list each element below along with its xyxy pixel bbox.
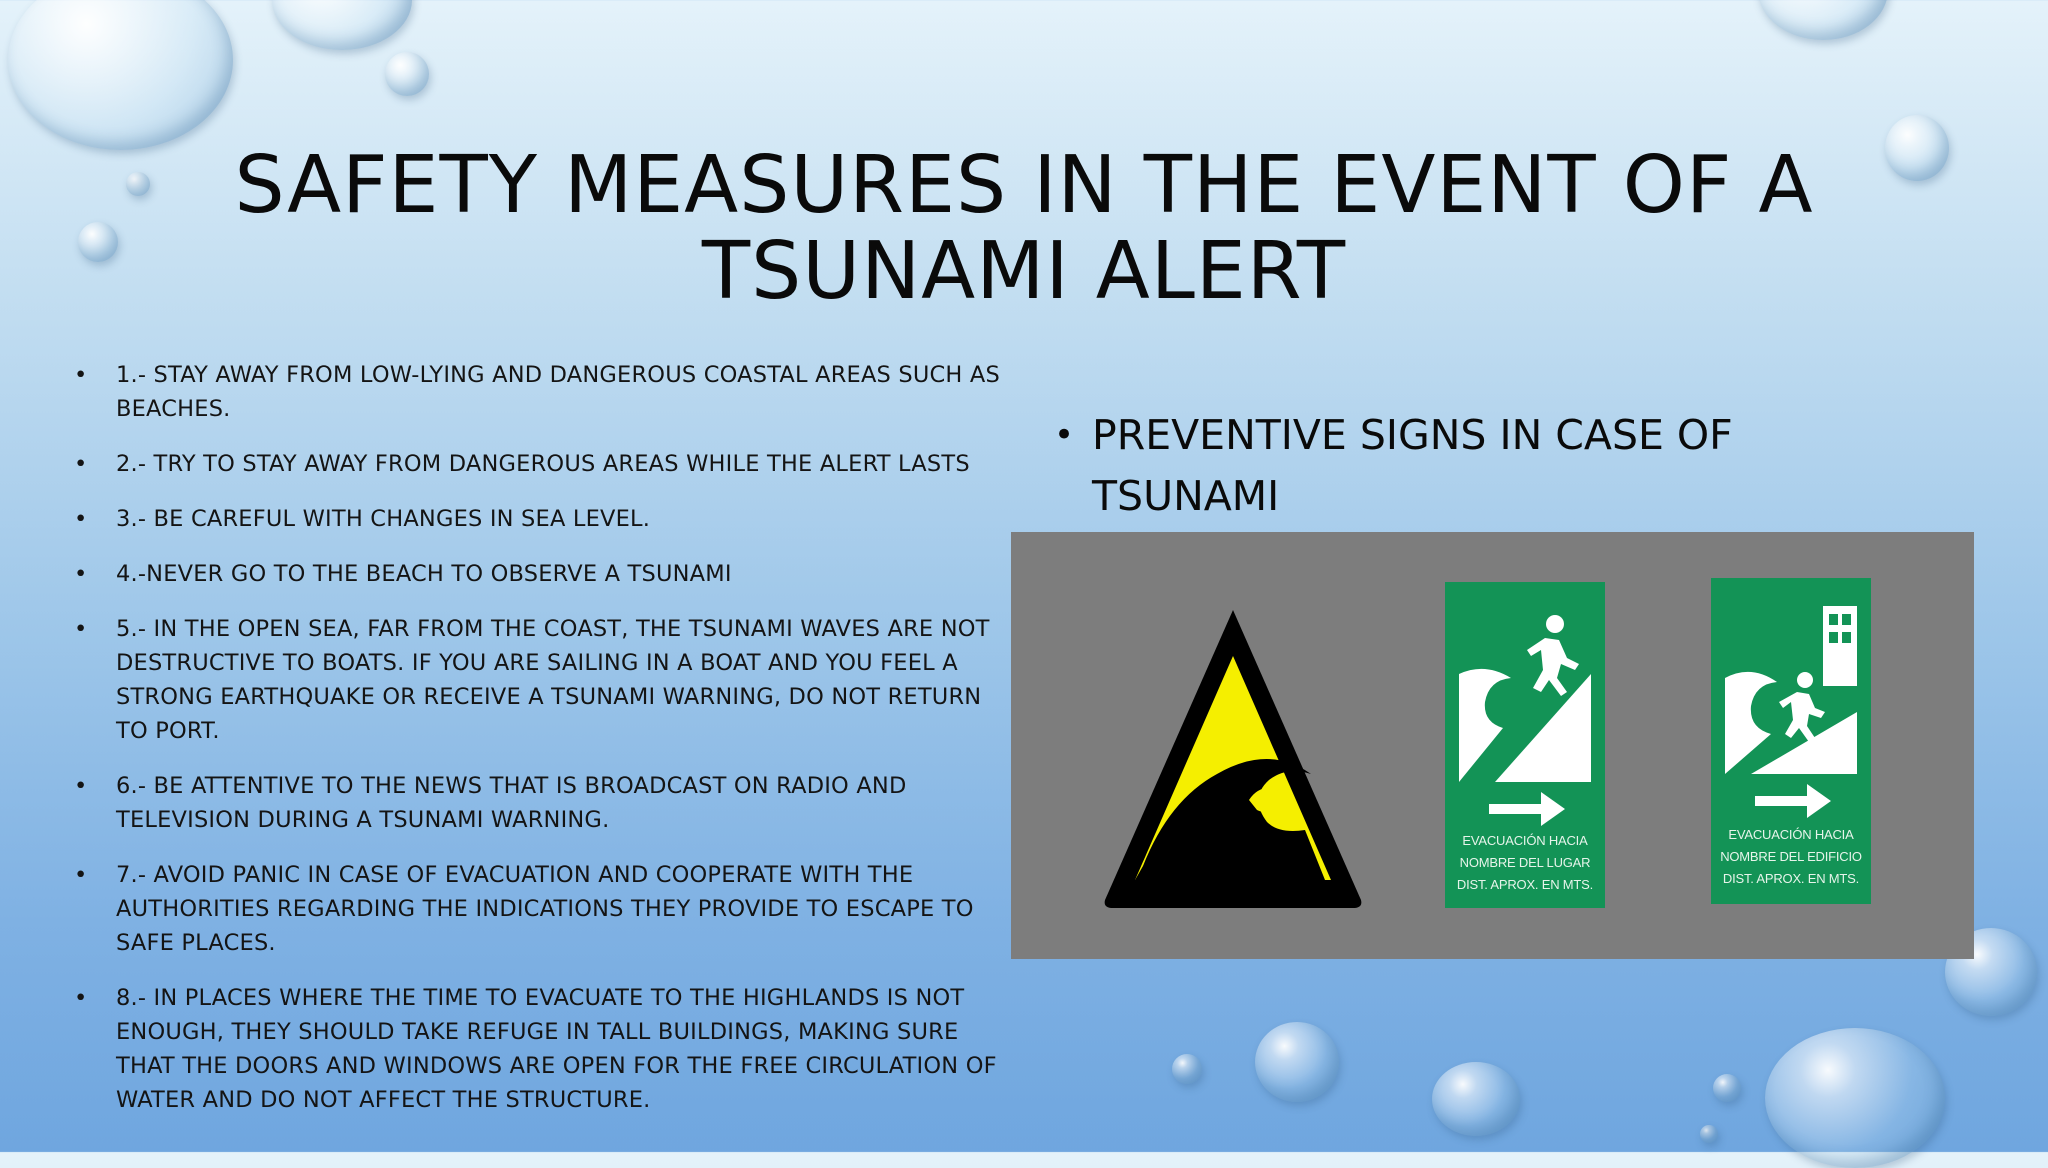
measure-text: 2.- TRY TO STAY AWAY FROM DANGEROUS AREAS WHILE THE ALERT LASTS	[116, 451, 970, 477]
measure-text: 6.- BE ATTENTIVE TO THE NEWS THAT IS BROADCAST ON RADIO AND TELEVISION DURING A TSUNAMI WARNING.	[116, 773, 907, 833]
sign-caption-line: NOMBRE DEL EDIFICIO	[1720, 849, 1862, 864]
bullet-icon: •	[74, 773, 88, 799]
evacuation-building-icon	[1711, 578, 1871, 788]
arrow-right-icon	[1445, 784, 1605, 834]
list-item	[70, 858, 1000, 960]
evacuation-high-ground-sign	[1445, 582, 1605, 908]
water-drop-decoration	[1765, 1028, 1945, 1168]
measure-text: 4.-NEVER GO TO THE BEACH TO OBSERVE A TSUNAMI	[116, 561, 732, 587]
water-drop-decoration	[272, 0, 412, 50]
water-drop-decoration	[1700, 1125, 1718, 1143]
water-drop-decoration	[8, 0, 233, 150]
sign-caption	[1711, 824, 1871, 890]
slide-title: SAFETY MEASURES IN THE EVENT OF A TSUNAMI ALERT	[234, 139, 1814, 317]
water-drop-decoration	[1172, 1054, 1202, 1084]
sign-caption	[1445, 830, 1605, 896]
bullet-icon: •	[74, 451, 88, 477]
bullet-icon: •	[74, 985, 88, 1011]
measure-text: 1.- STAY AWAY FROM LOW-LYING AND DANGEROUS COASTAL AREAS SUCH AS BEACHES.	[116, 362, 1000, 422]
list-item	[70, 981, 1000, 1117]
list-item	[70, 358, 1000, 426]
water-drop-decoration	[385, 52, 429, 96]
bullet-icon: •	[74, 862, 88, 888]
bullet-icon: •	[74, 506, 88, 532]
arrow-right-icon	[1711, 776, 1871, 826]
measure-text: 5.- IN THE OPEN SEA, FAR FROM THE COAST, THE TSUNAMI WAVES ARE NOT DESTRUCTIVE TO BOATS. IF YOU ARE SAILING IN A BOAT AND YOU FEEL A STRONG EARTHQUAKE OR RECEIVE A TSUNAMI WARNING, DO NOT RETURN TO PORT.	[116, 616, 990, 744]
water-drop-decoration	[1885, 115, 1949, 181]
measure-text: 7.- AVOID PANIC IN CASE OF EVACUATION AND COOPERATE WITH THE AUTHORITIES REGARDING THE INDICATIONS THEY PROVIDE TO ESCAPE TO SAFE PLACES.	[116, 862, 974, 956]
list-item	[70, 502, 1000, 536]
preventive-signs-image	[1011, 532, 1974, 959]
list-item	[70, 447, 1000, 481]
evacuation-building-sign	[1711, 578, 1871, 904]
bullet-icon: •	[1054, 415, 1075, 455]
water-drop-decoration	[1758, 0, 1888, 40]
list-item	[70, 557, 1000, 591]
sign-caption-line: DIST. APROX. EN MTS.	[1456, 877, 1594, 892]
bullet-icon: •	[74, 362, 88, 388]
list-item	[70, 612, 1000, 748]
sign-caption-line: NOMBRE DEL LUGAR	[1459, 855, 1591, 870]
signs-heading-text: PREVENTIVE SIGNS IN CASE OF TSUNAMI	[1092, 411, 1733, 520]
tsunami-hazard-triangle-icon	[1099, 604, 1367, 914]
safety-measures-list	[70, 358, 1000, 1138]
evacuation-high-ground-icon	[1445, 582, 1605, 792]
sign-caption-line: EVACUACIÓN HACIA	[1728, 827, 1854, 842]
water-drop-decoration	[1255, 1022, 1339, 1102]
water-drop-decoration	[1713, 1074, 1741, 1102]
water-drop-decoration	[1432, 1062, 1520, 1136]
bullet-icon: •	[74, 616, 88, 642]
sign-caption-line: DIST. APROX. EN MTS.	[1722, 871, 1860, 886]
water-drop-decoration	[126, 172, 150, 196]
list-item	[70, 769, 1000, 837]
signs-heading	[1050, 405, 1822, 527]
water-drop-decoration	[78, 222, 118, 262]
measure-text: 8.- IN PLACES WHERE THE TIME TO EVACUATE TO THE HIGHLANDS IS NOT ENOUGH, THEY SHOULD TAKE REFUGE IN TALL BUILDINGS, MAKING SURE THAT THE DOORS AND WINDOWS ARE OPEN FOR THE FREE CIRCULATION OF WATER AND DO NOT AFFECT THE STRUCTURE.	[116, 985, 997, 1113]
sign-caption-line: EVACUACIÓN HACIA	[1462, 833, 1588, 848]
measure-text: 3.- BE CAREFUL WITH CHANGES IN SEA LEVEL.	[116, 506, 651, 532]
bullet-icon: •	[74, 561, 88, 587]
